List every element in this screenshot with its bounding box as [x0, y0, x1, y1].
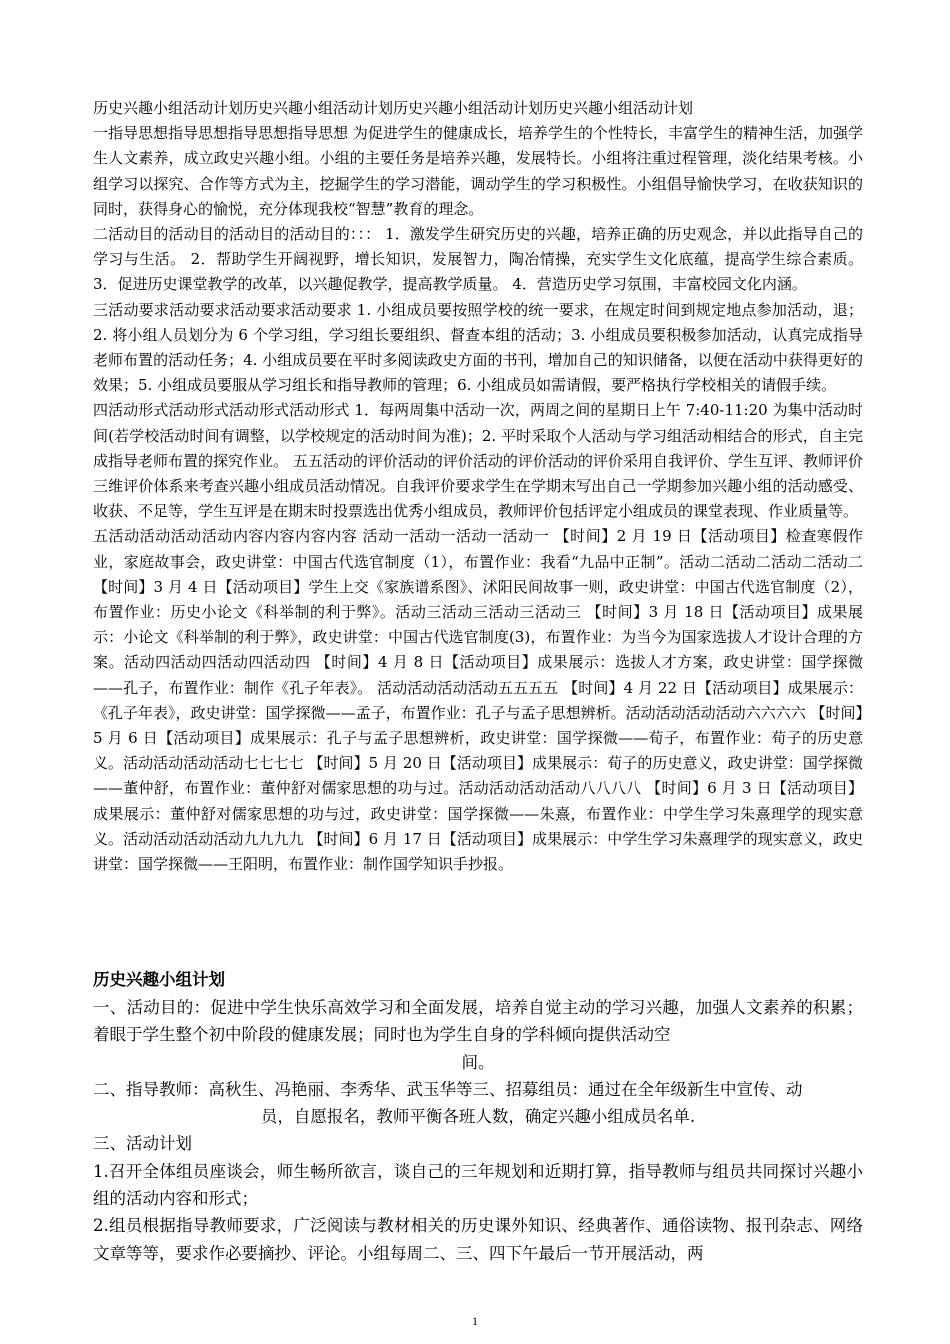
plan-body	[93, 994, 863, 1267]
plan-purpose: 一、活动目的：促进中学生快乐高效学习和全面发展，培养自觉主动的学习兴趣，加强人文素养的积累；着眼于学生整个初中阶段的健康发展；同时也为学生自身的学科倾向提供活动空	[93, 998, 863, 1045]
activity-plan-text	[93, 96, 863, 877]
page-number: 1	[472, 1314, 478, 1328]
section-activity-requirements: 三活动要求活动要求活动要求活动要求 1. 小组成员要按照学校的统一要求，在规定时间到规定地点参加活动，退； 2. 将小组人员划分为 6 个学习组，学习组长要组织、督查本组的活动；3. 小组成员要积极参加活动，认真完成指导老师布置的活动任务；4. 小组成员要在平时多阅读政史方面的书刊，增加自己的知识储备，以便在活动中获得更好的效果；5. 小组成员要服从学习组长和指导教师的管理；6. 小组成员如需请假，要严格执行学校相关的请假手续。	[93, 300, 863, 395]
plan-teachers-end: 员，自愿报名，教师平衡各班人数，确定兴趣小组成员名单.	[260, 1107, 696, 1127]
section-guiding-thought: 一指导思想指导思想指导思想指导思想 为促进学生的健康成长，培养学生的个性特长，丰富学生的精神生活，加强学生人文素养，成立政史兴趣小组。小组的主要任务是培养兴趣，发展特长。小组将注重过程管理，淡化结果考核。小组学习以探究、合作等方式为主，挖掘学生的学习潜能，调动学生的学习积极性。小组倡导愉快学习，在收获知识的同时，获得身心的愉悦，充分体现我校“智慧”教育的理念。	[93, 124, 863, 218]
plan-heading: 历史兴趣小组计划	[93, 970, 225, 989]
plan-item-1: 1.召开全体组员座谈会，师生畅所欲言，谈自己的三年规划和近期打算，指导教师与组员共同探讨兴趣小组的活动内容和形式；	[93, 1161, 863, 1209]
section-activity-goals: 二活动目的活动目的活动目的活动目的：：： 1．激发学生研究历史的兴趣，培养正确的历史观念，并以此指导自己的学习与生活。 2．帮助学生开阔视野，增长知识，发展智力，陶冶情操，充实学生文化底蕴，提高学生综合素质。 3．促进历史课堂教学的改革，以兴趣促教学，提高教学质量。 4．营造历史学习氛围，丰富校园文化内涵。	[93, 225, 863, 294]
plan-item-2: 2.组员根据指导教师要求，广泛阅读与教材相关的历史课外知识、经典著作、通俗读物、报刊杂志、网络文章等等，要求作必要摘抄、评论。小组每周二、三、四下午最后一节开展活动，两	[93, 1216, 863, 1263]
plan-activities-heading: 三、活动计划	[93, 1134, 192, 1154]
plan-teachers: 二、指导教师：高秋生、冯艳丽、李秀华、武玉华等三、招募组员：通过在全年级新生中宣传、动	[93, 1079, 803, 1099]
header-line: 历史兴趣小组活动计划历史兴趣小组活动计划历史兴趣小组活动计划历史兴趣小组活动计划	[93, 99, 694, 117]
section-activity-content: 五活动活动活动活动内容内容内容内容 活动一活动一活动一活动一 【时间】2 月 19 日【活动项目】检查寒假作业，家庭故事会，政史讲堂：中国古代选官制度（1），布置作业：我看“九品中正制”。活动二活动二活动二活动二 【时间】3 月 4 日【活动项目】学生上交《家族谱系图》、沭阳民间故事一则，政史讲堂：中国古代选官制度（2），布置作业：历史小论文《科举制的利于弊》。活动三活动三活动三活动三 【时间】3 月 18 日【活动项目】成果展示：小论文《科举制的利于弊》，政史讲堂：中国古代选官制度(3)，布置作业：为当今为国家选拔人才设计合理的方案。活动四活动四活动四活动四 【时间】4 月 8 日【活动项目】成果展示：选拔人才方案，政史讲堂：国学探微——孔子，布置作业：制作《孔子年表》。 活动活动活动活动五五五五 【时间】4 月 22 日【活动项目】成果展示：《孔子年表》，政史讲堂：国学探微——孟子，布置作业：孔子与孟子思想辨析。活动活动活动活动六六六六 【时间】5 月 6 日【活动项目】成果展示：孔子与孟子思想辨析，政史讲堂：国学探微——荀子，布置作业：荀子的历史意义。活动活动活动活动七七七七 【时间】5 月 20 日【活动项目】成果展示：荀子的历史意义，政史讲堂：国学探微——董仲舒，布置作业：董仲舒对儒家思想的功与过。活动活动活动活动八八八八 【时间】6 月 3 日【活动项目】成果展示：董仲舒对儒家思想的功与过，政史讲堂：国学探微——朱熹，布置作业：中学生学习朱熹理学的现实意义。活动活动活动活动九九九九 【时间】6 月 17 日【活动项目】成果展示：中学生学习朱熹理学的现实意义，政史讲堂：国学探微——王阳明，布置作业：制作国学知识手抄报。	[93, 527, 863, 874]
section-activity-forms: 四活动形式活动形式活动形式活动形式 1．每两周集中活动一次，两周之间的星期日上午 7:40-11:20 为集中活动时间(若学校活动时间有调整，以学校规定的活动时间为准)；2. 平时采取个人活动与学习组活动相结合的形式，自主完成指导老师布置的探究作业。 五五活动的评价活动的评价活动的评价活动的评价采用自我评价、学生互评、教师评价三维评价体系来考查兴趣小组成员活动情况。自我评价要求学生在学期末写出自己一学期参加兴趣小组的活动感受、收获、不足等，学生互评是在期末时投票选出优秀小组成员，教师评价包括评定小组成员的课堂表现、作业质量等。	[93, 401, 863, 521]
plan-purpose-end: 间。	[461, 1052, 495, 1072]
